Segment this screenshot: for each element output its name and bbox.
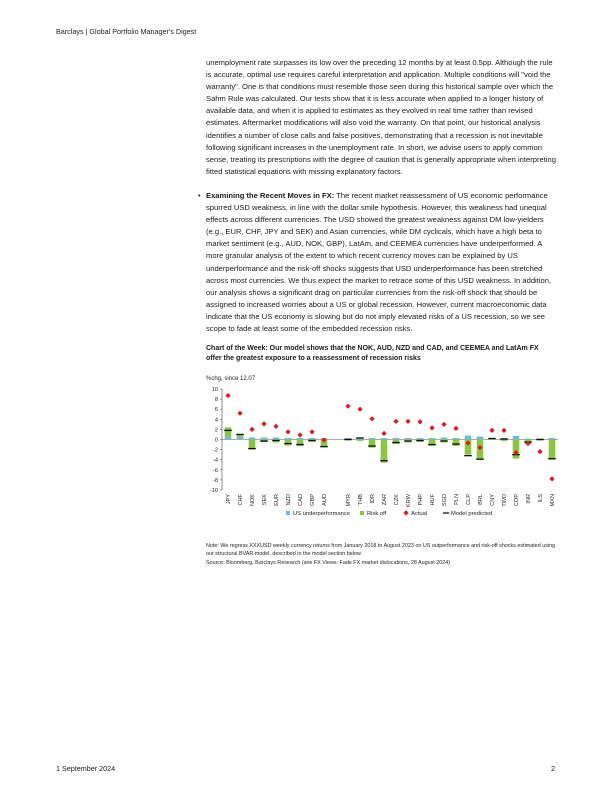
- page-header: Barclays | Global Portfolio Manager's Digest: [56, 27, 197, 36]
- actual-point: [489, 428, 494, 433]
- x-tick-label: BRL: [478, 494, 484, 505]
- bar-us-underperformance: [273, 438, 280, 440]
- actual-point: [369, 416, 374, 421]
- bullet-heading: Examining the Recent Moves in FX:: [206, 190, 335, 200]
- x-tick-label: ILS: [538, 494, 544, 503]
- bar-us-underperformance: [309, 438, 316, 440]
- legend-label: US underperformance: [293, 511, 351, 518]
- x-tick-label: EUR: [274, 494, 280, 506]
- legend-swatch: [286, 511, 290, 515]
- legend-swatch: [360, 511, 364, 515]
- bar-us-underperformance: [477, 437, 484, 440]
- x-tick-label: AUD: [322, 494, 328, 506]
- x-tick-label: IDR: [370, 494, 376, 504]
- bar-us-underperformance: [405, 438, 412, 440]
- bar-risk-off: [501, 440, 508, 442]
- actual-point: [537, 449, 542, 454]
- y-tick-label: -8: [213, 477, 218, 484]
- bar-us-underperformance: [297, 438, 304, 440]
- actual-point: [549, 476, 554, 481]
- actual-point: [405, 419, 410, 424]
- legend-label: Model predicted: [451, 511, 493, 518]
- y-axis-label: %chg, since 12.07: [206, 376, 256, 383]
- actual-point: [285, 429, 290, 434]
- y-tick-label: 0: [214, 437, 218, 444]
- footer-page-number: 2: [551, 764, 555, 773]
- bar-us-underperformance: [417, 438, 424, 440]
- chart-svg: [206, 372, 562, 532]
- x-tick-label: THB: [358, 494, 364, 506]
- chart-title: Chart of the Week: Our model shows that the NOK, AUD, NZD and CAD, and CEEMEA and LatAm FX offer the greatest exposure to a reassessment of recession risks: [206, 345, 539, 363]
- x-tick-label: JPY: [226, 494, 232, 505]
- x-tick-label: TWD: [502, 494, 508, 507]
- bullet-paragraph: [206, 190, 556, 335]
- actual-point: [381, 431, 386, 436]
- x-tick-label: GBP: [310, 494, 316, 506]
- bar-us-underperformance: [453, 438, 460, 440]
- footer-date: 1 September 2024: [56, 764, 116, 773]
- y-tick-label: -2: [213, 447, 218, 454]
- y-tick-label: 6: [214, 407, 218, 414]
- y-tick-label: 8: [214, 397, 218, 404]
- bar-risk-off: [381, 440, 388, 463]
- x-tick-label: MXN: [550, 494, 556, 507]
- y-tick-label: -6: [213, 467, 218, 474]
- y-tick-label: -4: [213, 457, 218, 464]
- bar-us-underperformance: [225, 437, 232, 440]
- bar-risk-off: [393, 440, 400, 445]
- x-tick-label: MYR: [346, 494, 352, 507]
- bar-us-underperformance: [525, 439, 532, 440]
- chart-note: Note: We regress XXXUSD weekly currency returns from January 2018 to August 2023 on US outperformance and risk-off shocks estimated using our structural BVAR model, described in the model section below.: [206, 543, 556, 558]
- x-tick-label: ZAR: [382, 494, 388, 506]
- actual-point: [357, 407, 362, 412]
- x-tick-label: INR: [526, 494, 532, 504]
- bar-risk-off: [225, 427, 232, 436]
- y-tick-label: 4: [214, 417, 218, 424]
- legend-label: Actual: [411, 511, 428, 518]
- bar-us-underperformance: [549, 438, 556, 440]
- x-tick-label: CNY: [490, 494, 496, 506]
- bar-us-underperformance: [261, 438, 268, 440]
- bar-us-underperformance: [465, 436, 472, 440]
- x-tick-label: NOK: [250, 494, 256, 507]
- x-tick-label: NZD: [286, 494, 292, 506]
- x-tick-label: COP: [514, 494, 520, 507]
- y-tick-label: -10: [209, 488, 218, 495]
- bar-risk-off: [285, 440, 292, 446]
- actual-point: [237, 411, 242, 416]
- actual-point: [261, 421, 266, 426]
- bar-risk-off: [489, 440, 496, 441]
- bar-us-underperformance: [429, 438, 436, 440]
- bar-us-underperformance: [285, 438, 292, 440]
- bar-us-underperformance: [237, 437, 244, 440]
- bullet-marker: •: [198, 190, 201, 200]
- x-tick-label: CZK: [394, 494, 400, 506]
- actual-point: [225, 393, 230, 398]
- bar-risk-off: [453, 440, 460, 447]
- actual-point: [249, 427, 254, 432]
- bullet-item: [198, 190, 556, 335]
- actual-point: [501, 428, 506, 433]
- actual-point: [297, 432, 302, 437]
- x-tick-label: CAD: [298, 494, 304, 506]
- actual-point: [429, 425, 434, 430]
- chart-source: Source: Bloomberg, Barclays Research (see FX Views: Fade FX market dislocations, 28 August 2024): [206, 559, 451, 566]
- legend-label: Risk off: [367, 511, 387, 518]
- actual-point: [345, 404, 350, 409]
- bar-us-underperformance: [513, 436, 520, 440]
- actual-point: [309, 429, 314, 434]
- bar-us-underperformance: [369, 438, 376, 440]
- bar-us-underperformance: [441, 438, 448, 440]
- actual-point: [417, 419, 422, 424]
- body-paragraph: unemployment rate surpasses its low over the preceding 12 months by at least 0.5pp. Although the rule is accurate, optimal use requires careful interpretation and application. Multiple conditions will "void the warranty". One is that conditions must resemble those seen during this historical sample over which the Sahm Rule was calculated. Our tests show that it is less accurate when applied to a longer history of available data, and when it is applied to estimates as they evolved in real time rather than revised estimates. Aftermarket modifications will also void the warranty. On that point, our historical analysis identifies a number of close calls and false positives, demonstrating that a recession is not inevitable following significant increases in the unemployment rate. In short, we advise users to apply common sense, treating its prescriptions with the degree of caution that is generally appropriate when interpreting fitted statistical equations with missing explanatory factors.: [206, 58, 556, 176]
- chart-notes: [206, 542, 556, 567]
- actual-point: [441, 422, 446, 427]
- bar-risk-off: [357, 440, 364, 442]
- x-tick-label: CLP: [466, 494, 472, 505]
- legend-swatch: [404, 510, 409, 516]
- x-tick-label: KRW: [406, 494, 412, 508]
- bullet-text: The recent market reassessment of US economic performance spurred USD weakness, in line with the dollar smile hypothesis. However, this weakness had unequal effects across different currencies. The USD showed the greatest weakness against DM low-yielders (e.g., EUR, CHF, JPY and SEK) and Asian currencies, while DM cyclicals, which have a high beta to market sentiment (e.g., AUD, NOK, GBP), LatAm, and CEEMEA currencies have underperformed. A more granular analysis of the extent to which recent currency moves can be explained by US underperformance and the risk-off shocks suggests that USD underperformance has been stretched across most currencies. We thus expect the market to retrace some of this USD weakness. In addition, our analysis shows a significant drag on particular currencies from the risk-off shock that should be assigned to increased worries about a US or global recession. However, current macroeconomic data indicate that the US economy is slowing but do not imply elevated risks of a US recession, so we see scope to fade at least some of the embedded recession risks.: [206, 190, 552, 333]
- bar-us-underperformance: [381, 438, 388, 440]
- chart-container: [206, 372, 562, 532]
- actual-point: [273, 424, 278, 429]
- x-tick-label: HUF: [430, 494, 436, 506]
- y-tick-label: 2: [214, 427, 218, 434]
- bar-risk-off: [513, 440, 520, 459]
- x-tick-label: PHP: [418, 494, 424, 506]
- bar-us-underperformance: [393, 438, 400, 440]
- bar-risk-off: [549, 440, 556, 460]
- x-tick-label: CHF: [238, 494, 244, 506]
- x-tick-label: SEK: [262, 494, 268, 506]
- x-tick-label: SGD: [442, 494, 448, 507]
- x-tick-label: PLN: [454, 494, 460, 505]
- actual-point: [453, 426, 458, 431]
- y-tick-label: 10: [211, 387, 218, 394]
- bar-us-underperformance: [249, 438, 256, 440]
- main-content: [198, 57, 556, 567]
- actual-point: [393, 419, 398, 424]
